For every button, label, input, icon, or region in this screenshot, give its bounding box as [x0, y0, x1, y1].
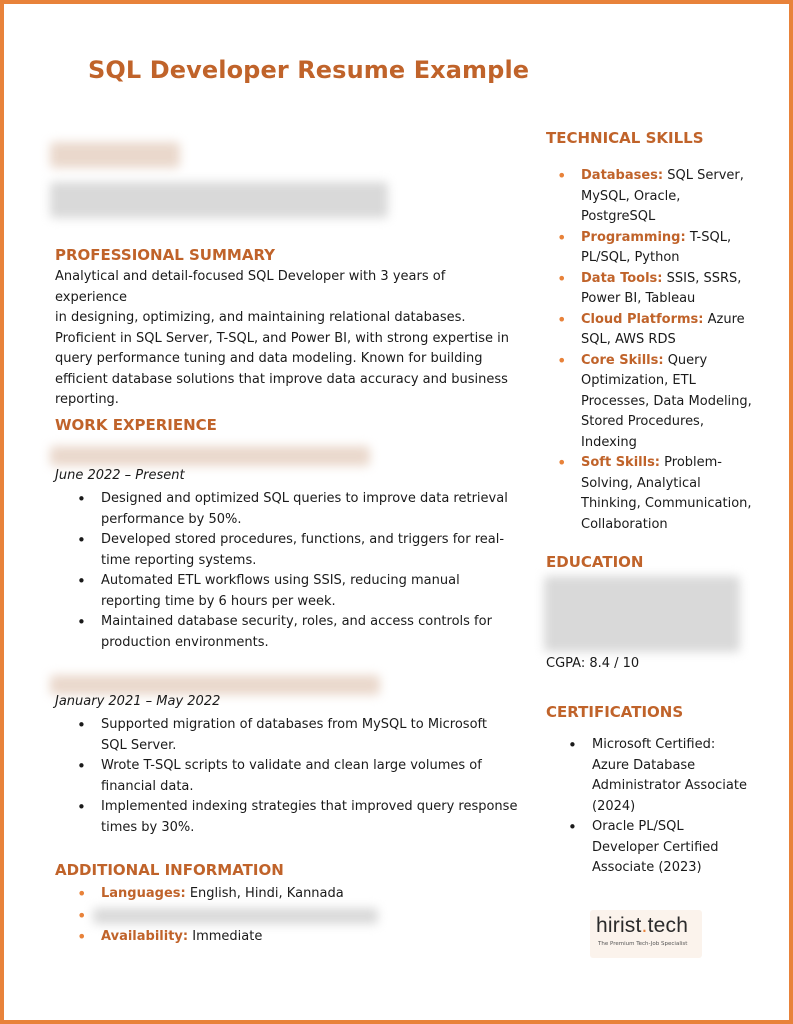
redacted-job1-title: [50, 446, 370, 466]
skills-heading: TECHNICAL SKILLS: [546, 129, 704, 147]
summary-heading: PROFESSIONAL SUMMARY: [55, 246, 276, 264]
job1-bullets: [101, 489, 521, 653]
skills-list: [581, 166, 776, 535]
list-item: • Programming: T-SQL, PL/SQL, Python: [581, 228, 776, 269]
logo-wordmark: hirist.tech: [596, 914, 689, 937]
job2-bullets: [101, 715, 521, 838]
list-item: [101, 905, 521, 927]
redacted-name: [50, 142, 180, 168]
list-item: • Designed and optimized SQL queries to improve data retrieval performance by 50%.: [101, 489, 521, 530]
summary-text: Analytical and detail-focused SQL Developer with 3 years of experience in designing, optimizing, and maintaining relational databases. Proficient in SQL Server, T-SQL, and Power BI, with strong expertise in query performance tuning and data modeling. Known for building efficient database solutions that improve data accuracy and business reporting.: [55, 269, 509, 407]
additional-heading: ADDITIONAL INFORMATION: [55, 861, 284, 879]
certifications-list: [592, 735, 772, 879]
job1-date: June 2022 – Present: [55, 468, 185, 483]
work-heading: WORK EXPERIENCE: [55, 416, 217, 434]
list-item: • Implemented indexing strategies that improved query response times by 30%.: [101, 797, 521, 838]
list-item: • Microsoft Certified: Azure Database Administrator Associate (2024): [592, 735, 772, 817]
certifications-heading: CERTIFICATIONS: [546, 703, 684, 721]
list-item: • Data Tools: SSIS, SSRS, Power BI, Tableau: [581, 269, 776, 310]
list-item: • Cloud Platforms: Azure SQL, AWS RDS: [581, 310, 776, 351]
list-item: • Databases: SQL Server, MySQL, Oracle, PostgreSQL: [581, 166, 776, 228]
redacted-contact: [50, 182, 388, 218]
list-item: • Soft Skills: Problem- Solving, Analytical Thinking, Communication, Collaboration: [581, 453, 776, 535]
list-item: • Automated ETL workflows using SSIS, reducing manual reporting time by 6 hours per week.: [101, 571, 521, 612]
list-item: • Core Skills: Query Optimization, ETL Processes, Data Modeling, Stored Procedures, Indexing: [581, 351, 776, 454]
hirist-logo: [590, 910, 702, 958]
list-item: • Supported migration of databases from MySQL to Microsoft SQL Server.: [101, 715, 521, 756]
list-item: • Wrote T-SQL scripts to validate and clean large volumes of financial data.: [101, 756, 521, 797]
redacted-education: [544, 576, 740, 652]
job2-date: January 2021 – May 2022: [55, 694, 221, 709]
redacted-job2-title: [50, 675, 380, 695]
education-heading: EDUCATION: [546, 553, 644, 571]
additional-list: [101, 883, 521, 948]
list-item: • Languages: English, Hindi, Kannada: [101, 883, 521, 905]
education-cgpa: CGPA: 8.4 / 10: [546, 656, 640, 671]
logo-tagline: The Premium Tech-Job Specialist: [598, 941, 688, 947]
redacted-additional-item: [93, 908, 378, 924]
list-item: • Maintained database security, roles, and access controls for production environments.: [101, 612, 521, 653]
page-title: SQL Developer Resume Example: [88, 56, 530, 84]
list-item: • Developed stored procedures, functions, and triggers for real- time reporting systems.: [101, 530, 521, 571]
list-item: • Availability: Immediate: [101, 926, 521, 948]
list-item: • Oracle PL/SQL Developer Certified Associate (2023): [592, 817, 772, 879]
